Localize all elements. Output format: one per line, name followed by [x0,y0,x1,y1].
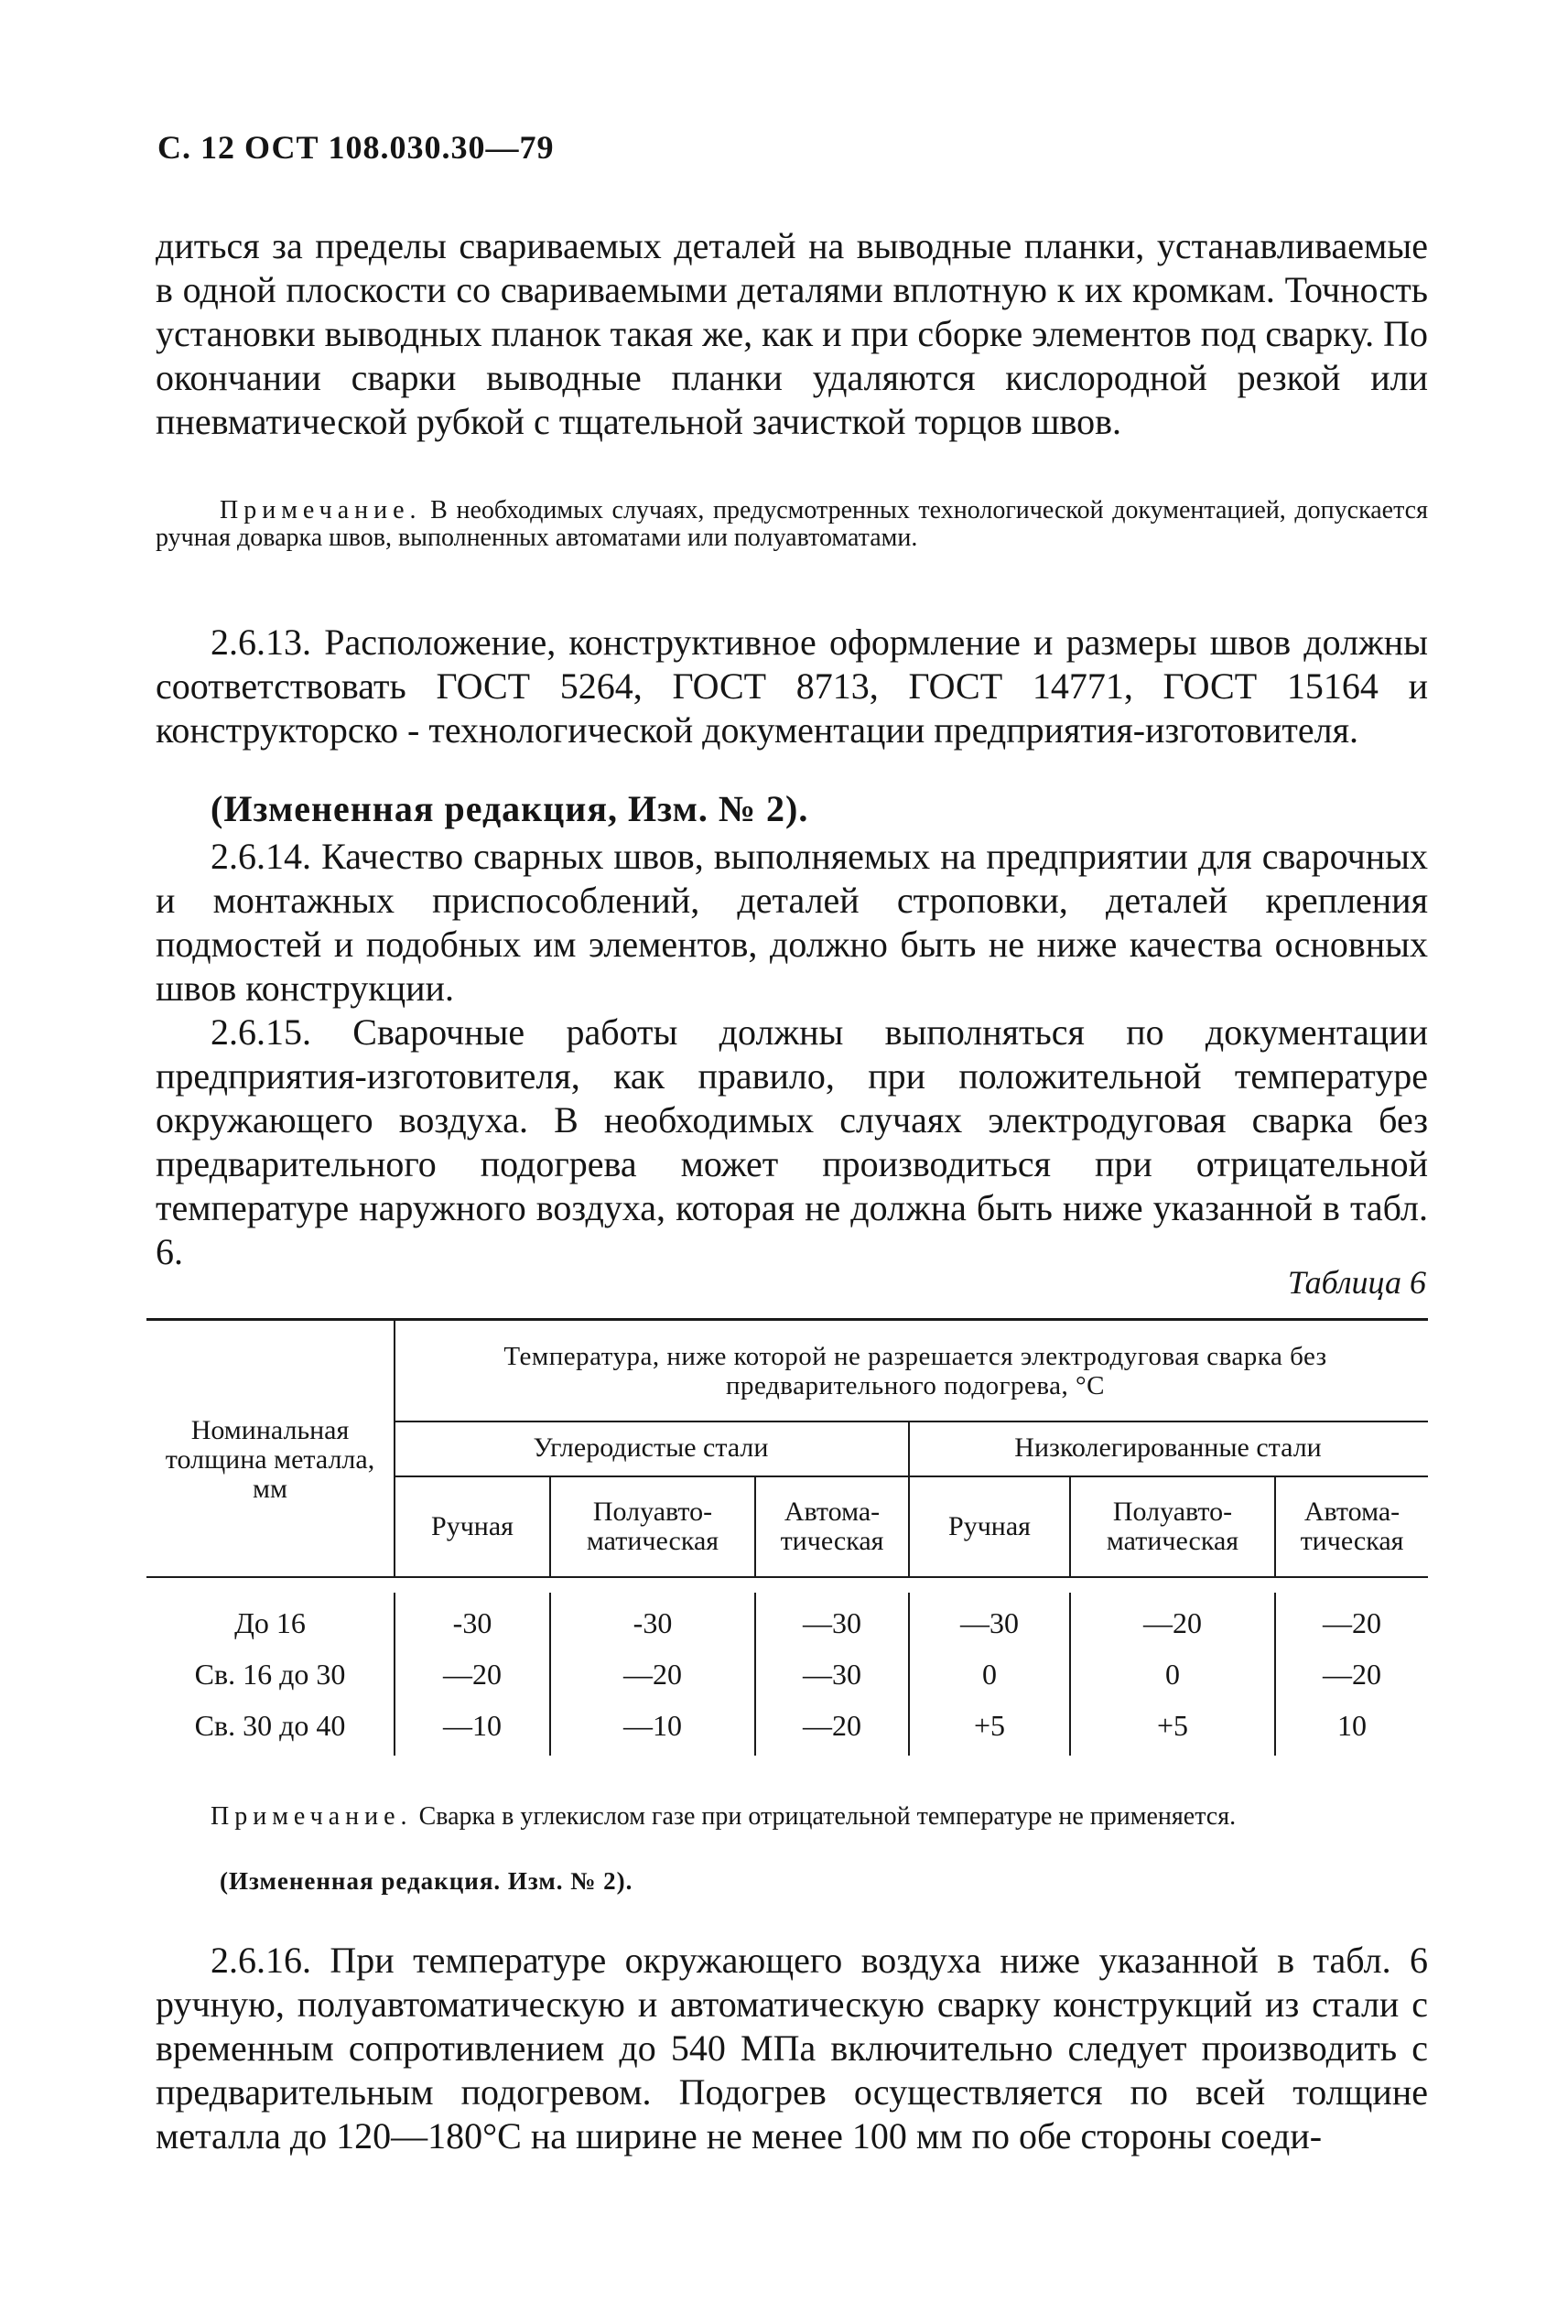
subheader-semiauto-2: Полуавто-матическая [1106,1497,1239,1556]
main-header-temperature: Температура, ниже которой не разрешается электродуговая сварка без предварительного подогрева, °С [503,1342,1327,1400]
note-1-label: Примечание. [220,496,422,524]
table-cell: —20 [1143,1606,1202,1639]
col-header-thickness: Номинальная толщина металла, мм [165,1415,375,1504]
table-cell: —30 [803,1658,861,1691]
paragraph-2-6-13: 2.6.13. Расположение, конструктивное оформление и размеры швов должны соответствовать ГОСТ 5264, ГОСТ 8713, ГОСТ 14771, ГОСТ 15164 и конструкторско - технологической документации предприятия-изготовителя. [156,622,1428,751]
revision-note-1: (Измененная редакция, Изм. № 2). [211,788,809,829]
table-cell: +5 [1156,1709,1189,1742]
table-cell: —20 [623,1658,682,1691]
subheader-auto-1: Автома-тическая [780,1497,884,1556]
table-top-rule [146,1318,1428,1321]
group-header-carbon: Углеродистые стали [533,1432,769,1463]
note-2-label: Примечание. [211,1802,413,1831]
table-cell: 0 [982,1658,997,1691]
table-header-bottom-rule [146,1576,1428,1578]
table-cell: —30 [960,1606,1019,1639]
table-cell: —10 [623,1709,682,1742]
note-2-text: Сварка в углекислом газе при отрицательной температуре не применяется. [412,1802,1237,1831]
subheader-manual-2: Ручная [948,1511,1031,1541]
note-1-text: В необходимых случаях, предусмотренных технологической документацией, допускается ручная доварка швов, выполненных автоматами или полуавтоматами. [156,496,1428,552]
table-cell: 0 [1165,1658,1180,1691]
table-cell: —20 [803,1709,861,1742]
table-cell: +5 [973,1709,1006,1742]
group-header-lowalloy: Низколегированные стали [1014,1432,1322,1463]
table-cell: —10 [443,1709,502,1742]
paragraph-continuation: диться за пределы свариваемых деталей на выводные планки, устанавливаемые в одной плоскости со свариваемыми деталями вплотную к их кромкам. Точность установки выводных планок такая же, как и при сборке элементов под сварку. По окончании сварки выводные планки удаляются кислородной резкой или пневматической рубкой с тщательной зачисткой торцов швов. [156,225,1428,442]
page-header: С. 12 ОСТ 108.030.30—79 [157,129,555,166]
paragraph-2-6-15: 2.6.15. Сварочные работы должны выполняться по документации предприятия-изготовителя, как правило, при положительной температуре окружающего воздуха. В необходимых случаях электродуговая сварка без предварительного подогрева может производиться при отрицательной температуре наружного воздуха, которая не должна быть ниже указанной в табл. 6. [156,1011,1428,1272]
table-6 [146,1318,1428,1776]
table-cell: -30 [452,1606,492,1639]
table-cell: —20 [1323,1658,1381,1691]
row-label: Св. 16 до 30 [194,1658,346,1691]
table-cell: —20 [1323,1606,1381,1639]
table-caption: Таблица 6 [1287,1264,1426,1301]
row-label: До 16 [234,1606,306,1639]
row-label: Св. 30 до 40 [194,1709,346,1742]
table-cell: -30 [633,1606,673,1639]
note-1 [156,497,1428,552]
note-2 [156,1803,1428,1831]
table-cell: —20 [443,1658,502,1691]
paragraph-2-6-14: 2.6.14. Качество сварных швов, выполняемых на предприятии для сварочных и монтажных приспособлений, деталей строповки, деталей крепления подмостей и подобных им элементов, должно быть не ниже качества основных швов конструкции. [156,836,1428,1009]
table-cell: 10 [1337,1709,1367,1742]
subheader-manual-1: Ручная [431,1511,514,1541]
table-cell: —30 [803,1606,861,1639]
subheader-semiauto-1: Полуавто-матическая [586,1497,719,1556]
revision-note-2: (Измененная редакция. Изм. № 2). [220,1867,633,1895]
paragraph-2-6-16: 2.6.16. При температуре окружающего воздуха ниже указанной в табл. 6 ручную, полуавтоматическую и автоматическую сварку конструкций из стали с временным сопротивлением до 540 МПа включительно следует производить с предварительным подогревом. Подогрев осуществляется по всей толщине металла до 120—180°С на ширине не менее 100 мм по обе стороны соеди- [156,1940,1428,2156]
subheader-auto-2: Автома-тическая [1300,1497,1404,1556]
